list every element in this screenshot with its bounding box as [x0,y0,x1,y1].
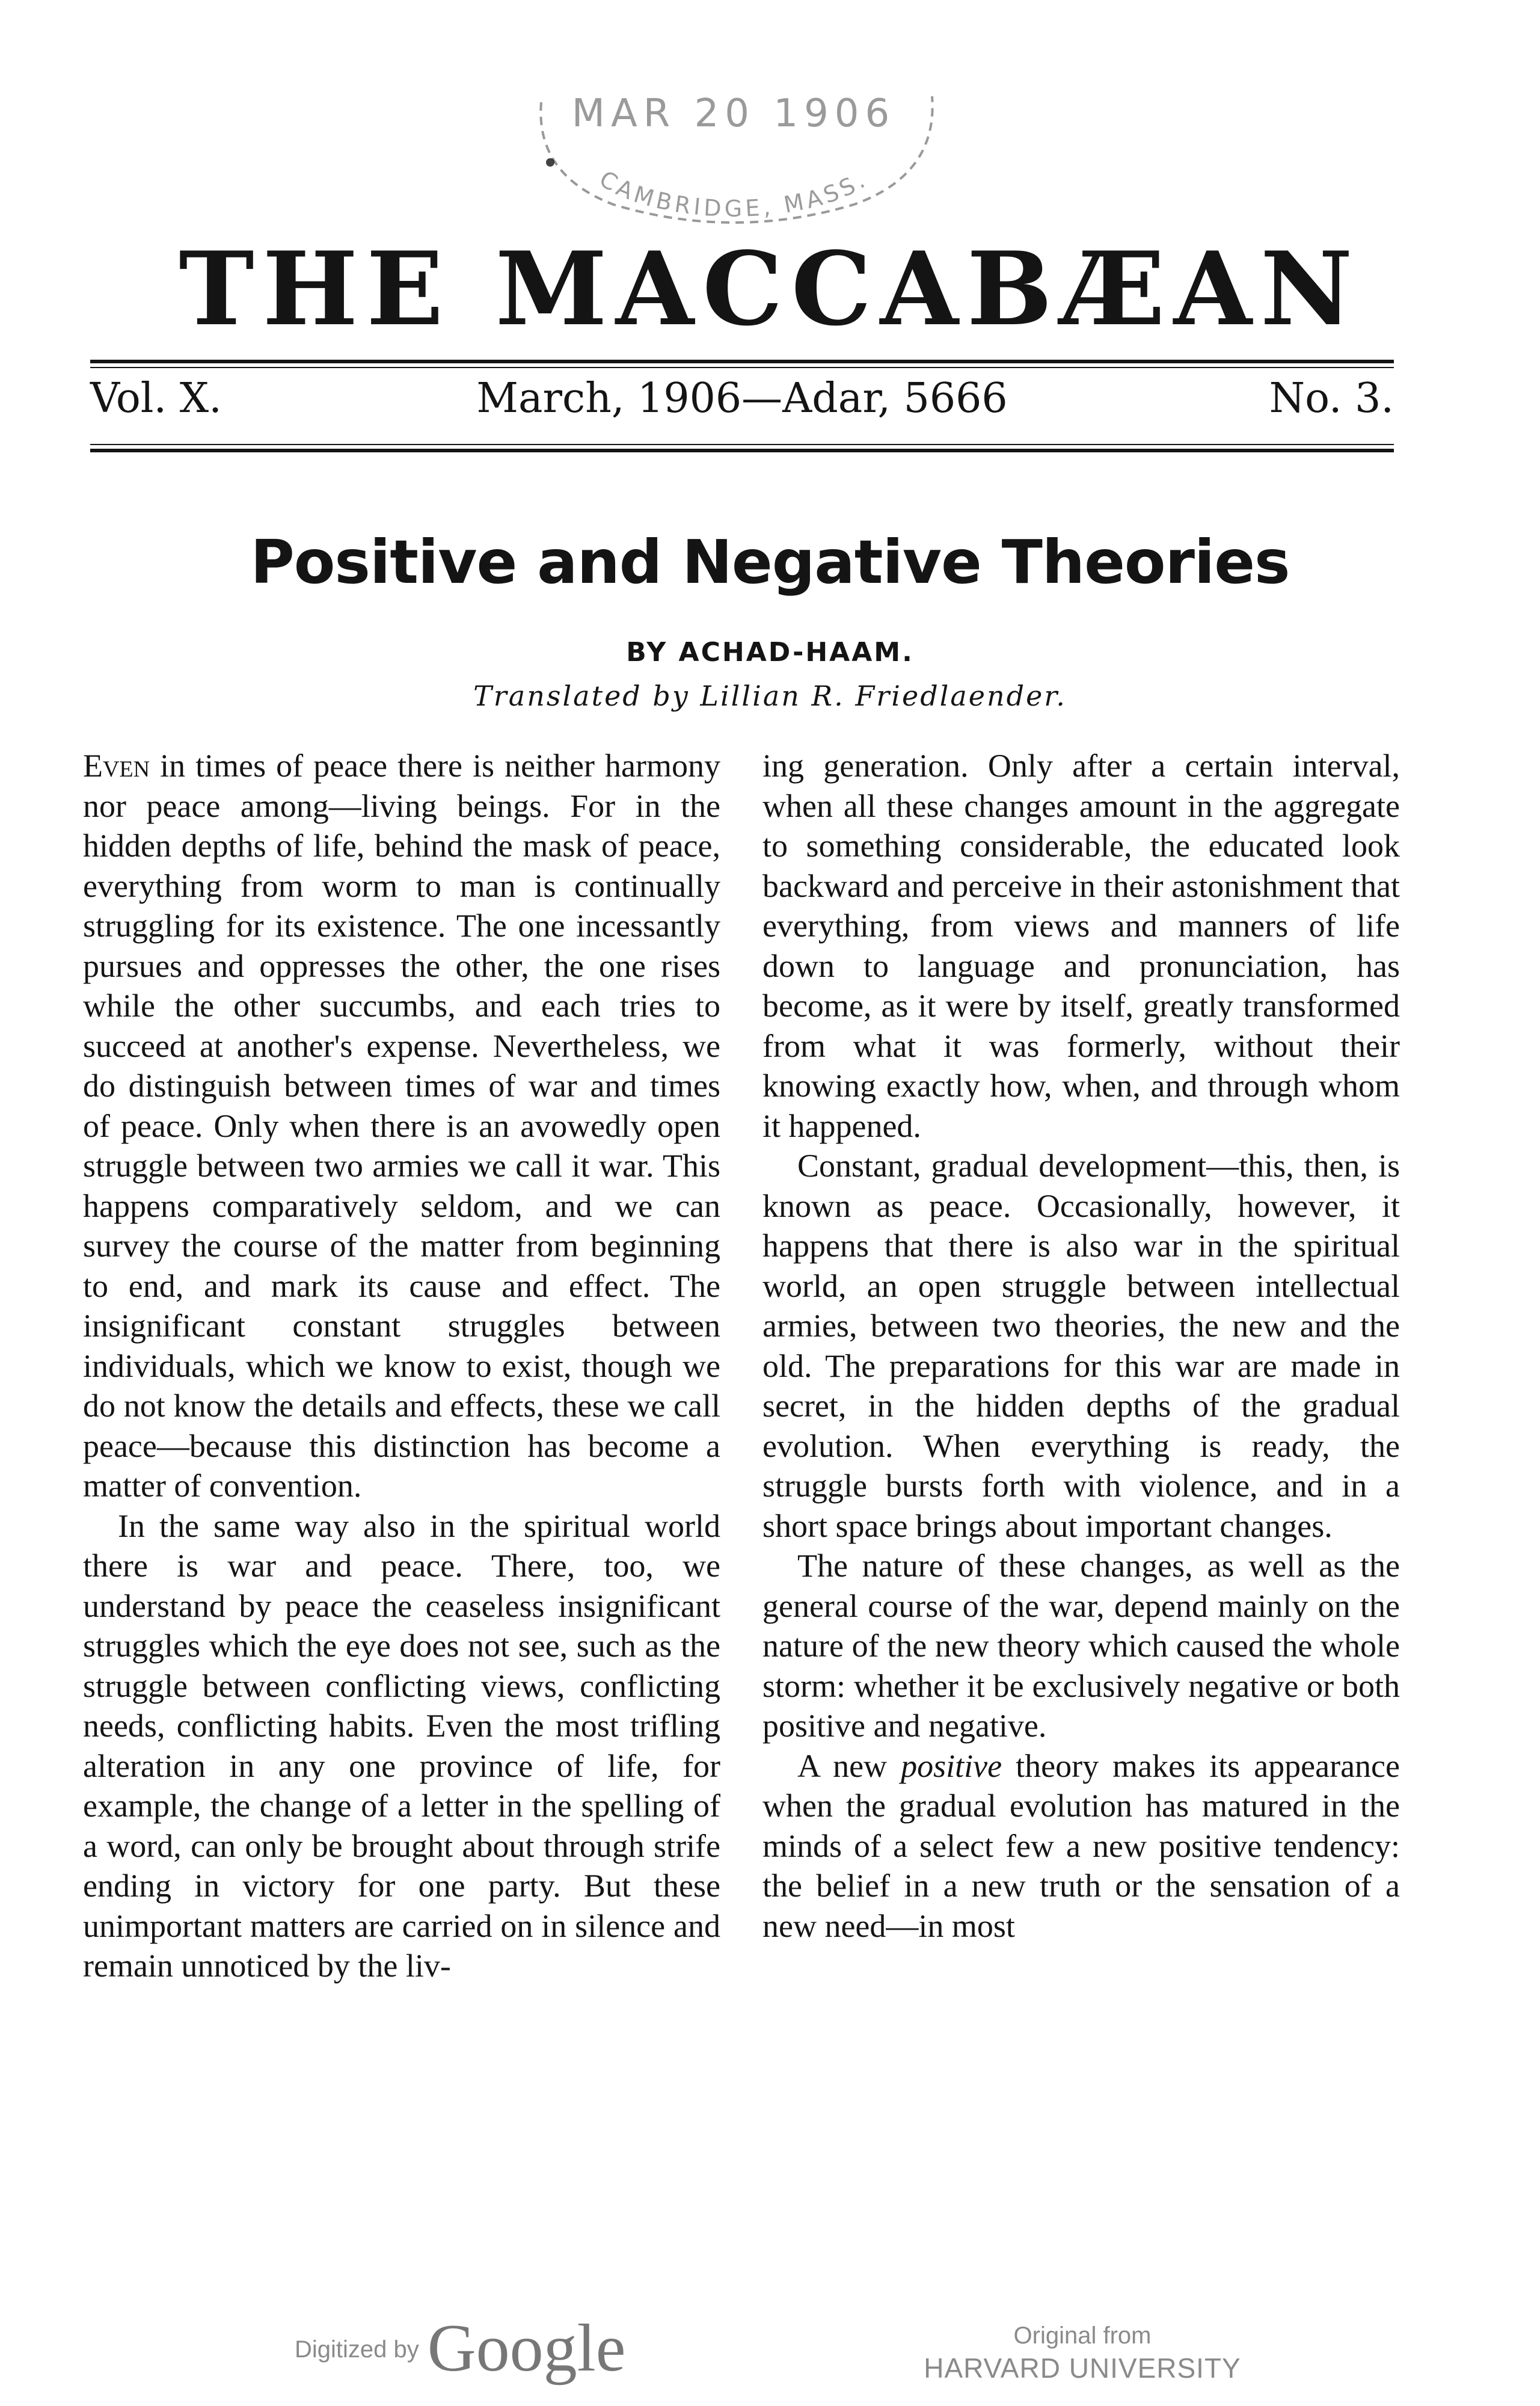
paragraph: The nature of these changes, as well as the general course of the war, depend mainly on the nature of the new theory which caused the whole storm: whether it be exclusively negative or both positive and negative. [762,1548,1400,1744]
harvard-university-label: HARVARD UNIVERSITY [924,2352,1241,2384]
library-stamp [517,54,950,229]
stamp-place-text: CAMBRIDGE, MASS. [595,165,873,222]
drop-word: Even [83,748,150,784]
article-byline: BY ACHAD-HAAM. [626,637,914,668]
masthead-rule-bottom-thin [90,444,1394,445]
paragraph [83,746,720,1506]
masthead-rule-top-thin [90,367,1394,368]
paragraph [762,1746,1400,1946]
paragraph-text: theory makes its appearance when the gradual evolution has matured in the minds of a select few a new positive tendency: the belief in a new truth or the sensation of a new need—in most [762,1747,1400,1944]
paragraph: Constant, gradual development—this, then, is known as peace. Occasionally, however, it happens that there is also war in the spiritual world, an open struggle between intellectual armies, between two theories, the new and the old. The preparations for this war are made in secret, in the hidden depths of the gradual evolution. When everything is ready, the struggle bursts forth with violence, and in a short space brings about important changes. [762,1148,1400,1544]
volume-label: Vol. X. [90,375,222,422]
paragraph-text: A new [797,1747,901,1784]
paragraph: ing generation. Only after a certain interval, when all these changes amount in the aggregate to something considerable, the educated look backward and perceive in their astonishment that everything, from views and manners of life down to language and pronunciation, has become, as it were by itself, greatly transformed from what it was formerly, without their knowing exactly how, when, and through whom it happened. [762,748,1400,1144]
masthead-rule-bottom [90,449,1394,452]
digitized-label: Digitized by [295,2336,419,2363]
issue-number: No. 3. [1269,375,1394,422]
issue-date: March, 1906—Adar, 5666 [476,375,1008,422]
digitized-by-watermark [295,2310,626,2386]
stamp-date-text: MAR 20 1906 [571,91,896,136]
original-from-watermark [902,2321,1263,2386]
paragraph: In the same way also in the spiritual world there is war and peace. There, too, we understand by peace the ceaseless insignificant struggles which the eye does not see, such as the struggle between conflicting views, conflicting needs, conflicting habits. Even the most trifling alteration in any one province of life, for example, the change of a letter in the spelling of a word, can only be brought about through strife ending in victory for one party. But these unimportant matters are carried on in silence and remain unnoticed by the liv- [83,1507,720,1984]
paragraph-text: in times of peace there is neither harmony nor peace among—living beings. For in the hidden depths of life, behind the mask of peace, everything from worm to man is continually struggling for its existence. The one incessantly pursues and oppresses the other, the one rises while the other succumbs, and each tries to succeed at another's expense. Nevertheless, we do distinguish between times of war and times of peace. Only when there is an avowedly open struggle between two armies we call it war. This happens comparatively seldom, and we can survey the course of the matter from beginning to end, and mark its cause and effect. The insignificant constant struggles between individuals, which we know to exist, though we do not know the details and effects, these we call peace—because this distinction has become a matter of convention. [83,748,720,1504]
masthead-title: THE MACCABÆAN [179,229,1361,348]
original-from-label: Original from [1013,2322,1152,2349]
emphasized-word: positive [901,1747,1002,1784]
text-column-left [83,746,720,2111]
svg-text:CAMBRIDGE, MASS. [595,165,872,222]
text-column-right [762,746,1400,2111]
masthead-rule-top [90,360,1394,363]
translator-credit: Translated by Lillian R. Friedlaender. [473,680,1067,712]
issue-line [90,372,1394,426]
article-title: Positive and Negative Theories [250,527,1290,597]
google-logo: Google [427,2311,626,2386]
